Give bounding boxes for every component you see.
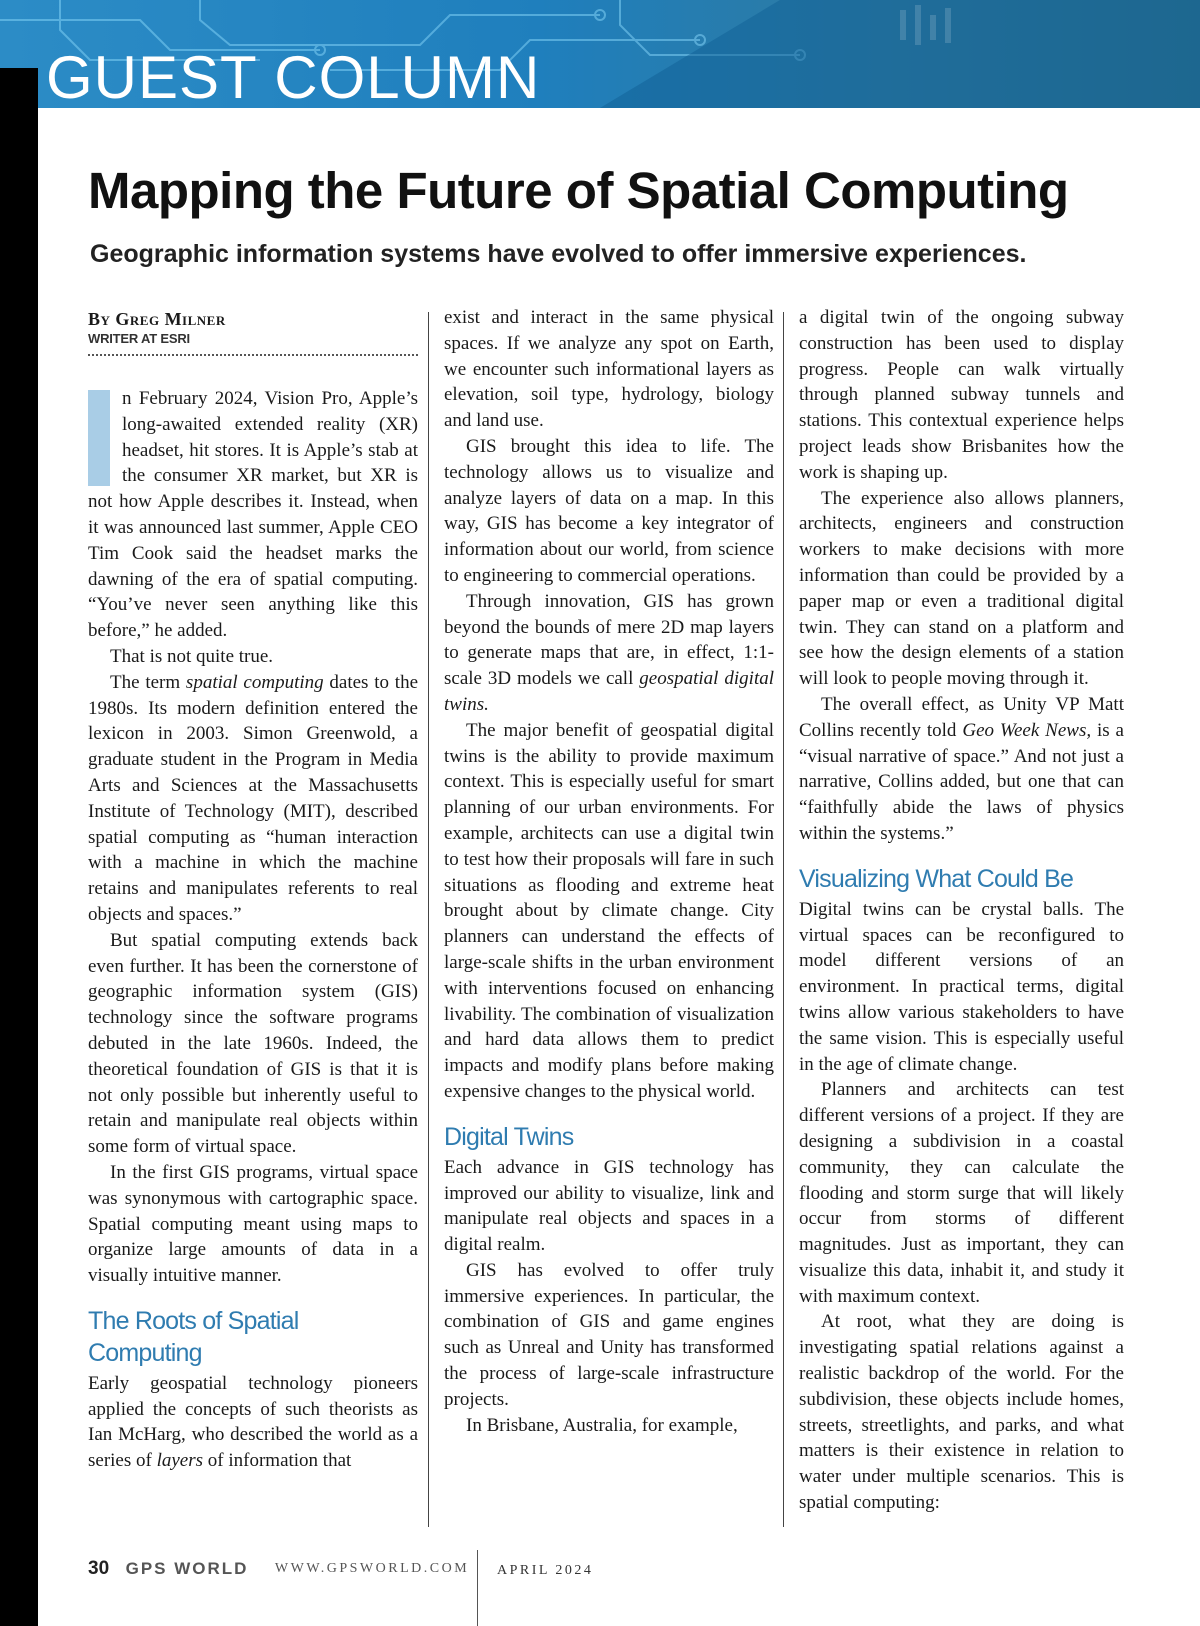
paragraph: The experience also allows planners, architects, engineers and construction workers to make decisions with more information than could be provided by a paper map or even a traditional digital twin. They can stand on a platform and see how the design elements of a station will look to people moving through it. — [799, 487, 1124, 690]
paragraph: Each advance in GIS technology has improved our ability to visualize, link and manipulate real objects and spaces in a digital realm. — [444, 1156, 774, 1256]
paragraph: But spatial computing extends back even further. It has been the cornerstone of geographic information system (GIS) technology since the software programs debuted in the late 1960s. Indeed, the theoretical foundation of GIS is that it is not only possible but inherently useful to retain and manipulate real objects within some form of virtual space. — [88, 929, 418, 1158]
section-label: GUEST COLUMN — [46, 44, 541, 108]
header-banner — [0, 0, 1200, 108]
paragraph: The term spatial computing dates to the 1980s. Its modern definition entered the lexicon in 2003. Simon Greenwold, a graduate student in the Program in Media Arts and Sciences at the Massachusetts Institute of Technology (MIT), described spatial computing as “human interaction with a machine in which the machine retains and manipulates referents to real objects and spaces.” — [88, 671, 418, 925]
column-divider — [428, 312, 429, 1527]
paragraph: Digital twins can be crystal balls. The virtual spaces can be reconfigured to model different versions of an environment. In practical terms, digital twins allow various stakeholders to have the same vision. This is especially useful in the age of climate change. — [799, 898, 1124, 1075]
paragraph: The major benefit of geospatial digital twins is the ability to provide maximum context. This is especially useful for smart planning of our urban environments. For example, architects can use a digital twin to test how their proposals will fare in such situations as flooding and extreme heat brought about by climate change. City planners can understand the effects of large-scale shifts in the urban environment with interventions focused on enhancing livability. The combination of visualization and hard data allows them to predict impacts and modify plans before making expensive changes to the physical world. — [444, 719, 774, 1102]
paragraph: Early geospatial technology pioneers applied the concepts of such theorists as Ian McHarg, who described the world as a series of layers of information that — [88, 1372, 418, 1472]
paragraph: a digital twin of the ongoing subway construction has been used to display progress. People can walk virtually through planned subway tunnels and stations. This contextual experience helps project leads show Brisbanites how the work is shaping up. — [799, 307, 1124, 483]
byline-divider — [88, 354, 418, 356]
section-heading: The Roots of Spatial Computing — [88, 1306, 299, 1367]
paragraph: At root, what they are doing is investigating spatial relations against a realistic backdrop of the world. For the subdivision, these objects include homes, streets, streetlights, and parks, and what matters is their existence in relation to water under multiple scenarios. This is spatial computing: — [799, 1311, 1124, 1514]
article-subhead: Geographic information systems have evolved to offer immersive experiences. — [90, 240, 1027, 268]
paragraph: In Brisbane, Australia, for example, — [466, 1414, 738, 1436]
footer-divider — [477, 1550, 478, 1626]
section-heading: Digital Twins — [444, 1122, 574, 1151]
paragraph: The overall effect, as Unity VP Matt Collins recently told Geo Week News, is a “visual narrative of space.” And not just a narrative, Collins added, but one that can “faithfully abide the laws of physics within the systems.” — [799, 693, 1124, 844]
section-heading: Visualizing What Could Be — [799, 864, 1074, 893]
paragraph: n February 2024, Vision Pro, Apple’s long-awaited extended reality (XR) headset, hit stores. It is Apple’s stab at the consumer XR market, but XR is not how Apple describes it. Instead, when it was announced last summer, Apple CEO Tim Cook said the headset marks the dawning of the era of spatial computing. “You’ve never seen anything like this before,” he added. — [88, 388, 418, 642]
issue-date: APRIL 2024 — [497, 1563, 594, 1578]
paragraph: That is not quite true. — [110, 645, 274, 667]
paragraph: GIS has evolved to offer truly immersive experiences. In particular, the combination of GIS and game engines such as Unreal and Unity has transformed the process of large-scale infrastructure projects. — [444, 1259, 774, 1410]
paragraph: Planners and architects can test different versions of a project. If they are designing a subdivision in a coastal community, they can calculate the flooding and storm surge that will likely occur from storms of different magnitudes. Just as important, they can visualize this data, inhabit it, and study it with maximum context. — [799, 1079, 1124, 1307]
byline-author: By Greg Milner — [88, 309, 226, 329]
page-edge-bar — [0, 68, 38, 108]
magazine-name: GPS WORLD — [125, 1559, 249, 1578]
article-headline: Mapping the Future of Spatial Computing — [88, 162, 1069, 219]
paragraph: Through innovation, GIS has grown beyond the bounds of mere 2D map layers to generate maps that are, in effect, 1:1-scale 3D models we call geospatial digital twins. — [444, 590, 775, 715]
article-column-2 — [444, 305, 774, 1438]
article-column-3 — [799, 305, 1124, 1516]
drop-cap-icon — [88, 390, 110, 486]
paragraph: GIS brought this idea to life. The technology allows us to visualize and analyze layers of data on a map. In this way, GIS has become a key integrator of information about our world, from science to engineering to commercial operations. — [444, 435, 774, 586]
page-number: 30 — [88, 1558, 110, 1579]
article-column-1 — [88, 305, 418, 1474]
page-edge-bar — [0, 108, 38, 1626]
paragraph: In the first GIS programs, virtual space was synonymous with cartographic space. Spatial computing meant using maps to organize large amounts of data in a visually intuitive manner. — [88, 1161, 418, 1287]
magazine-url[interactable]: WWW.GPSWORLD.COM — [274, 1561, 470, 1576]
paragraph: exist and interact in the same physical spaces. If we analyze any spot on Earth, we encounter such informational layers as elevation, soil type, hydrology, biology and land use. — [444, 307, 774, 432]
byline-role: WRITER AT ESRI — [88, 331, 190, 346]
column-divider — [783, 312, 784, 1527]
